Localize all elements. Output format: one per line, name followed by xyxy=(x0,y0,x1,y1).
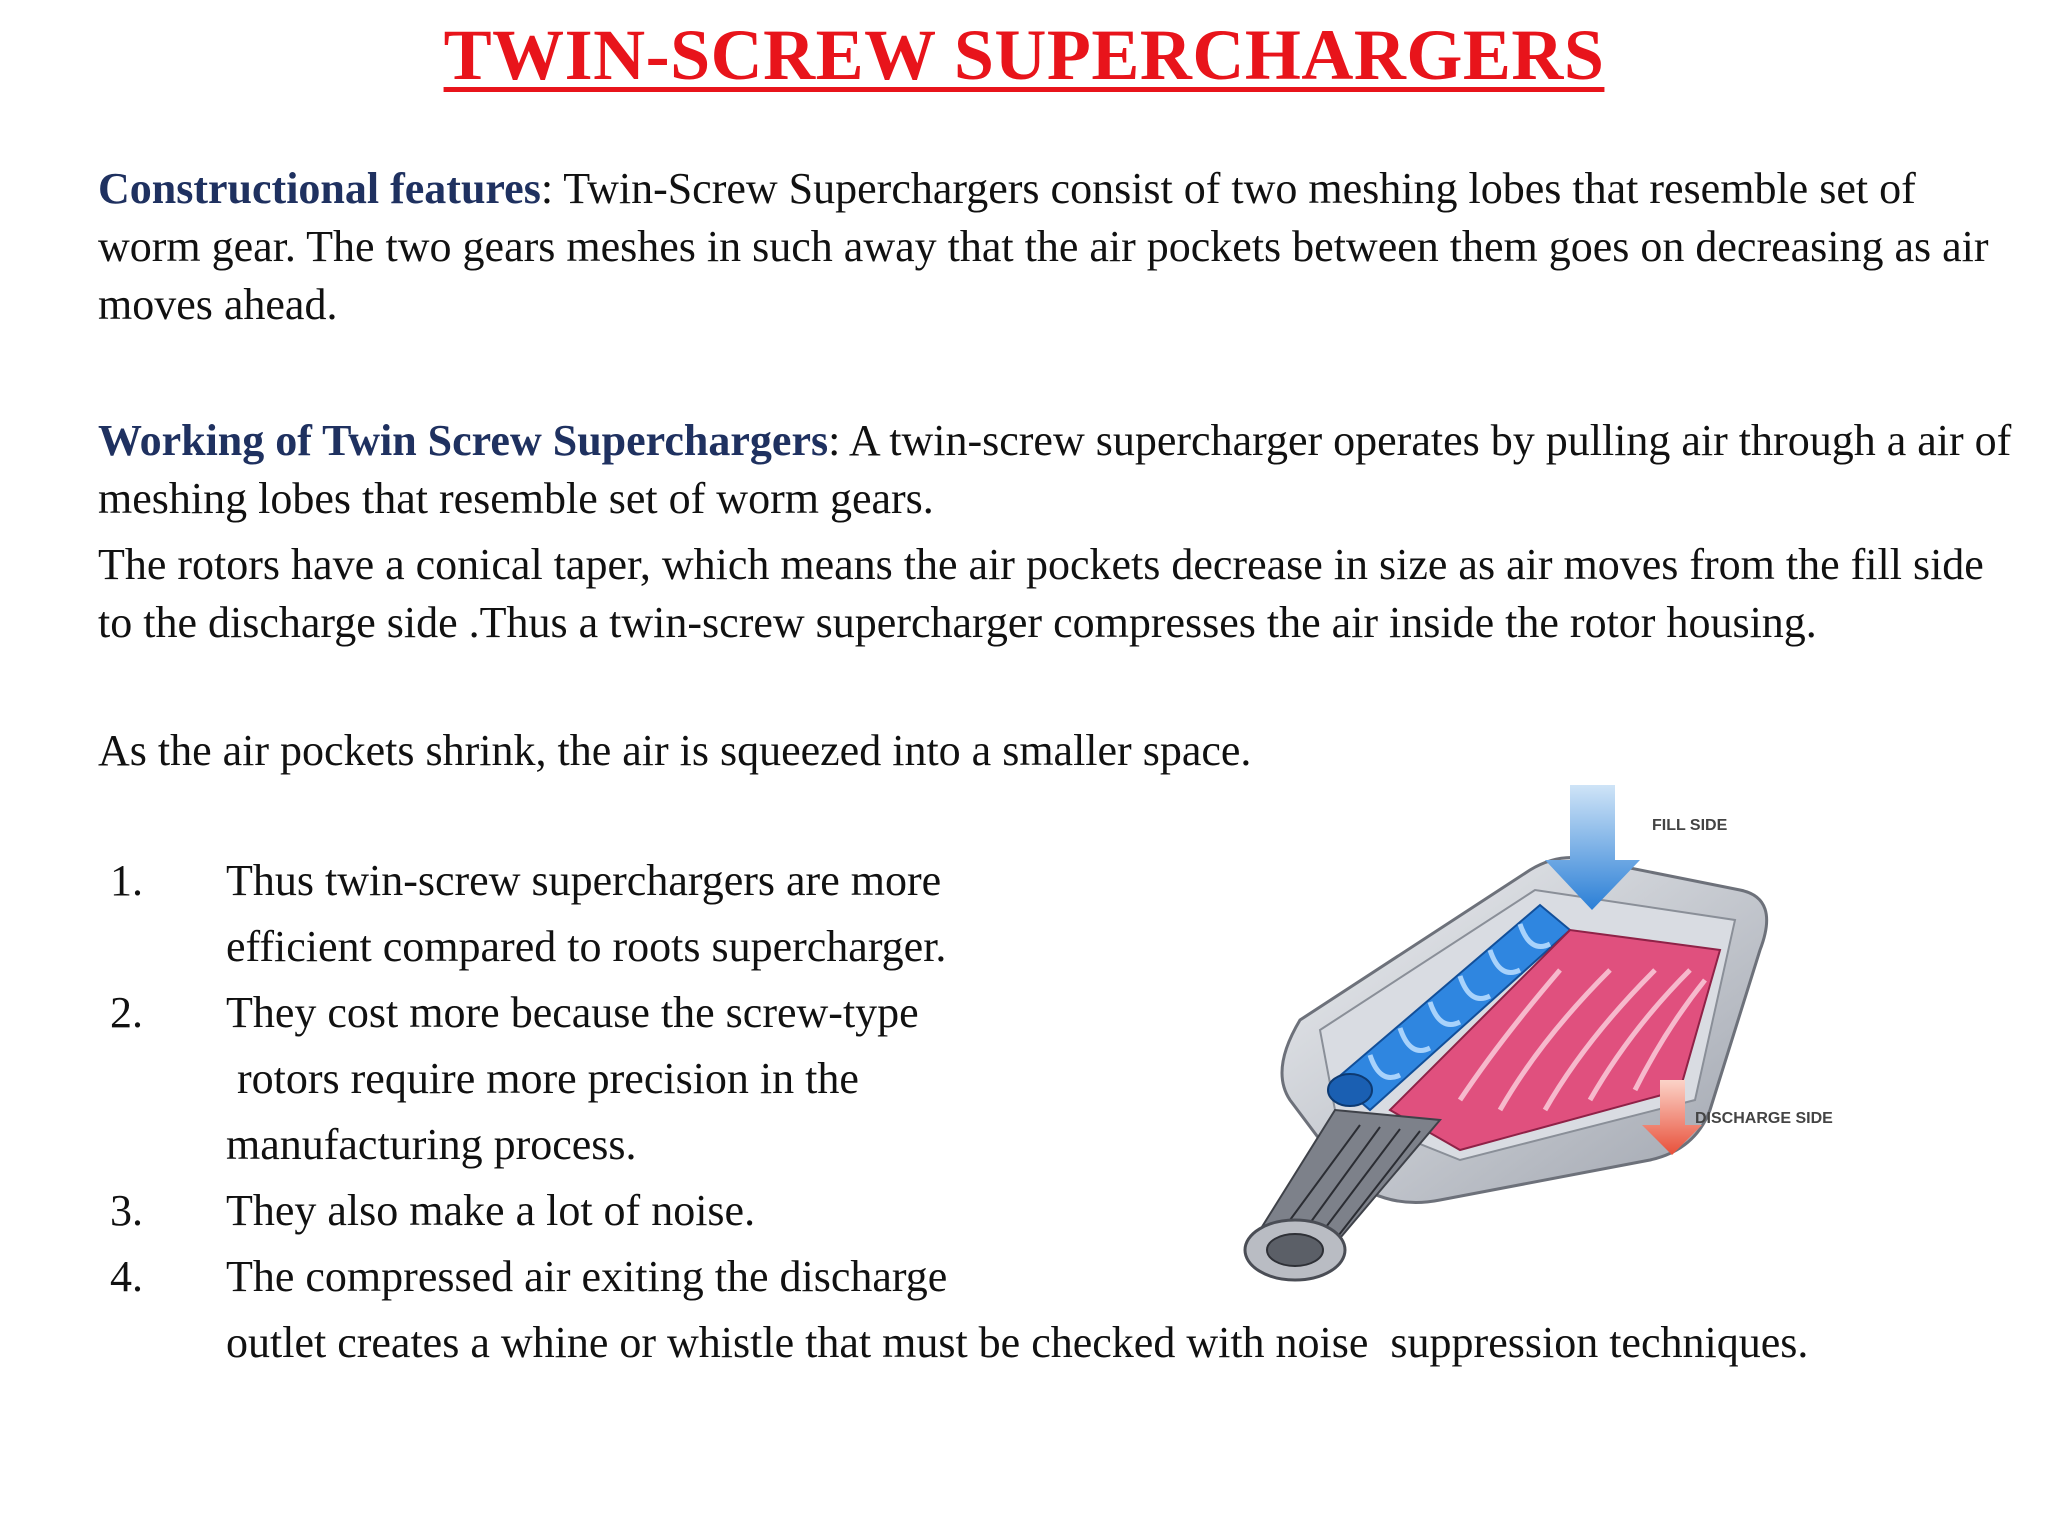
list-line: rotors require more precision in the xyxy=(226,1054,859,1103)
list-line: They also make a lot of noise. xyxy=(226,1186,756,1235)
working-text: : A twin-screw supercharger operates by pulling air through a air of meshing lobes that resemble set of worm gears. xyxy=(98,416,2012,523)
fill-side-label: FILL SIDE xyxy=(1652,817,1728,834)
list-line: Thus twin-screw superchargers are more xyxy=(226,856,942,905)
list-number: 1. xyxy=(110,856,143,905)
list-number: 4. xyxy=(110,1252,143,1301)
list-line: efficient compared to roots supercharger. xyxy=(226,922,947,971)
list-number: 3. xyxy=(110,1186,143,1235)
list-number: 2. xyxy=(110,988,143,1037)
list-line: manufacturing process. xyxy=(226,1120,637,1169)
constructional-features-heading: Constructional features xyxy=(98,164,541,213)
list-line: The compressed air exiting the discharge xyxy=(226,1252,948,1301)
discharge-side-label: DISCHARGE SIDE xyxy=(1695,1110,1833,1127)
constructional-features-paragraph xyxy=(98,160,2018,334)
rotors-paragraph: The rotors have a conical taper, which means the air pockets decrease in size as air moves from the fill side to the discharge side .Thus a twin-screw supercharger compresses the air inside the rotor housing. xyxy=(98,540,1984,647)
list-line: They cost more because the screw-type xyxy=(226,988,919,1037)
page-title: TWIN-SCREW SUPERCHARGERS xyxy=(443,15,1605,95)
constructional-features-text: : Twin-Screw Superchargers consist of two meshing lobes that resemble set of worm gear. The two gears meshes in such away that the air pockets between them goes on decreasing as air moves ahead. xyxy=(98,164,1989,329)
twin-screw-supercharger-illustration xyxy=(1240,780,1880,1300)
air-pockets-paragraph: As the air pockets shrink, the air is squeezed into a smaller space. xyxy=(98,726,1252,775)
working-paragraph xyxy=(98,412,2018,528)
working-heading: Working of Twin Screw Superchargers xyxy=(98,416,829,465)
list-line: outlet creates a whine or whistle that must be checked with noise suppression techniques. xyxy=(226,1318,1809,1367)
